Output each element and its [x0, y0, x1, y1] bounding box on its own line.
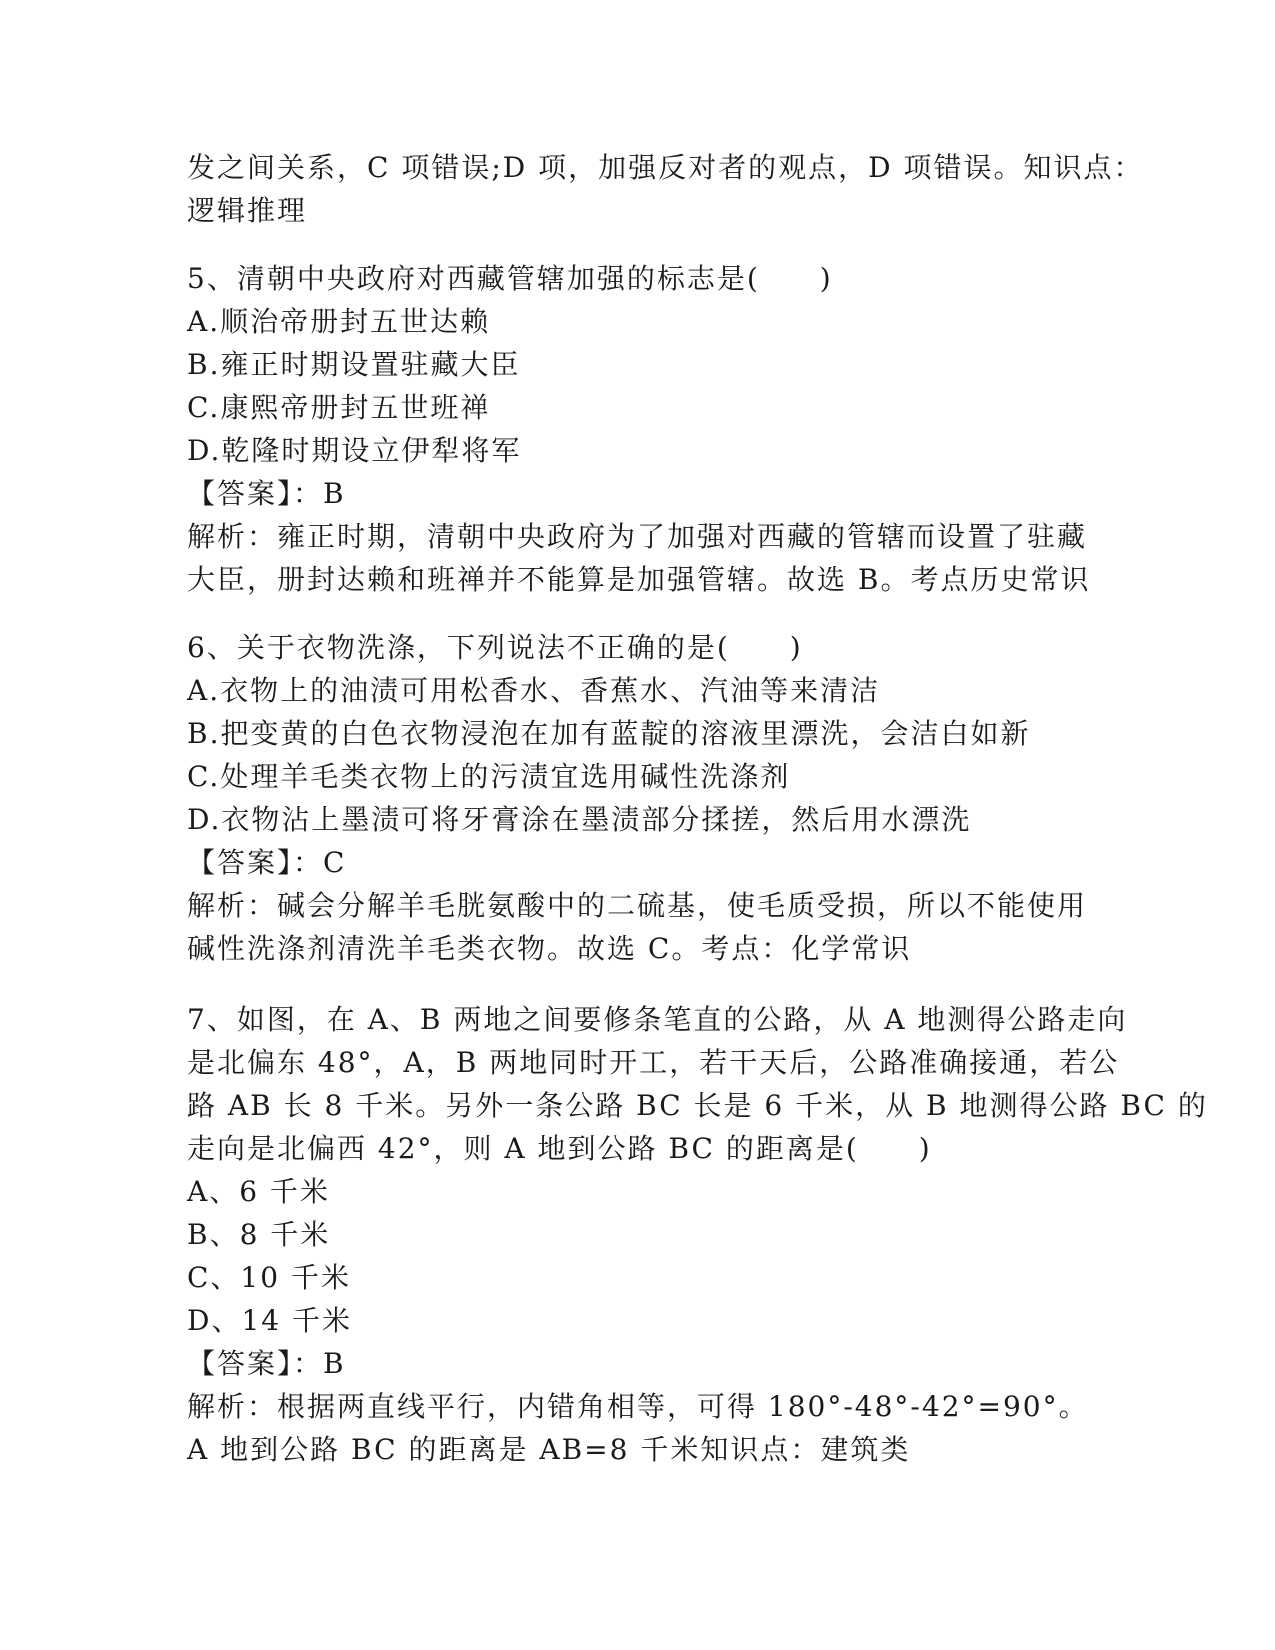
question-5-option-d: D.乾隆时期设立伊犁将军: [187, 434, 522, 467]
question-5-analysis-line-1: 解析：雍正时期，清朝中央政府为了加强对西藏的管辖而设置了驻藏: [187, 520, 1088, 553]
question-6-option-d: D.衣物沾上墨渍可将牙膏涂在墨渍部分揉搓，然后用水漂洗: [187, 803, 972, 836]
question-7-analysis-line-1: 解析：根据两直线平行，内错角相等，可得 180°-48°-42°=90°。: [187, 1390, 1089, 1423]
question-5: [187, 257, 1091, 601]
question-6-analysis-line-2: 碱性洗涤剂清洗羊毛类衣物。故选 C。考点：化学常识: [187, 932, 912, 965]
question-5-option-b: B.雍正时期设置驻藏大臣: [187, 348, 521, 381]
question-7-answer: 【答案】：B: [187, 1347, 346, 1380]
question-6-option-a: A.衣物上的油渍可用松香水、香蕉水、汽油等来清洁: [187, 674, 881, 707]
question-5-option-c: C.康熙帝册封五世班禅: [187, 391, 491, 424]
question-6: [187, 626, 1087, 970]
prev-analysis-line-2: 逻辑推理: [187, 194, 308, 227]
question-6-option-c: C.处理羊毛类衣物上的污渍宜选用碱性洗涤剂: [187, 760, 791, 793]
question-7-stem-line-1: 7、如图，在 A、B 两地之间要修条笔直的公路，从 A 地测得公路走向: [187, 1003, 1128, 1036]
question-6-answer: 【答案】：C: [187, 846, 347, 879]
question-7: [187, 998, 1208, 1471]
question-7-stem-line-2: 是北偏东 48°，A，B 两地同时开工，若干天后，公路准确接通，若公: [187, 1046, 1120, 1079]
question-6-option-b: B.把变黄的白色衣物浸泡在加有蓝靛的溶液里漂洗，会洁白如新: [187, 717, 1031, 750]
document-page: [187, 146, 1208, 1471]
question-5-stem: 5、清朝中央政府对西藏管辖加强的标志是( ): [187, 262, 833, 295]
prev-analysis-line-1: 发之间关系，C 项错误;D 项，加强反对者的观点，D 项错误。知识点：: [187, 151, 1144, 184]
question-5-option-a: A.顺治帝册封五世达赖: [187, 305, 491, 338]
question-7-option-a: A、6 千米: [187, 1175, 330, 1208]
question-7-option-c: C、10 千米: [187, 1261, 351, 1294]
question-7-option-d: D、14 千米: [187, 1304, 352, 1337]
question-5-answer: 【答案】：B: [187, 477, 346, 510]
question-6-analysis-line-1: 解析：碱会分解羊毛胱氨酸中的二硫基，使毛质受损，所以不能使用: [187, 889, 1088, 922]
question-5-analysis-line-2: 大臣，册封达赖和班禅并不能算是加强管辖。故选 B。考点历史常识: [187, 563, 1091, 596]
question-7-option-b: B、8 千米: [187, 1218, 331, 1251]
question-7-analysis-line-2: A 地到公路 BC 的距离是 AB=8 千米知识点：建筑类: [187, 1433, 911, 1466]
question-7-stem-line-4: 走向是北偏西 42°，则 A 地到公路 BC 的距离是( ): [187, 1132, 932, 1165]
question-7-stem-line-3: 路 AB 长 8 千米。另外一条公路 BC 长是 6 千米，从 B 地测得公路 BC 的: [187, 1089, 1208, 1122]
question-6-stem: 6、关于衣物洗涤，下列说法不正确的是( ): [187, 631, 803, 664]
